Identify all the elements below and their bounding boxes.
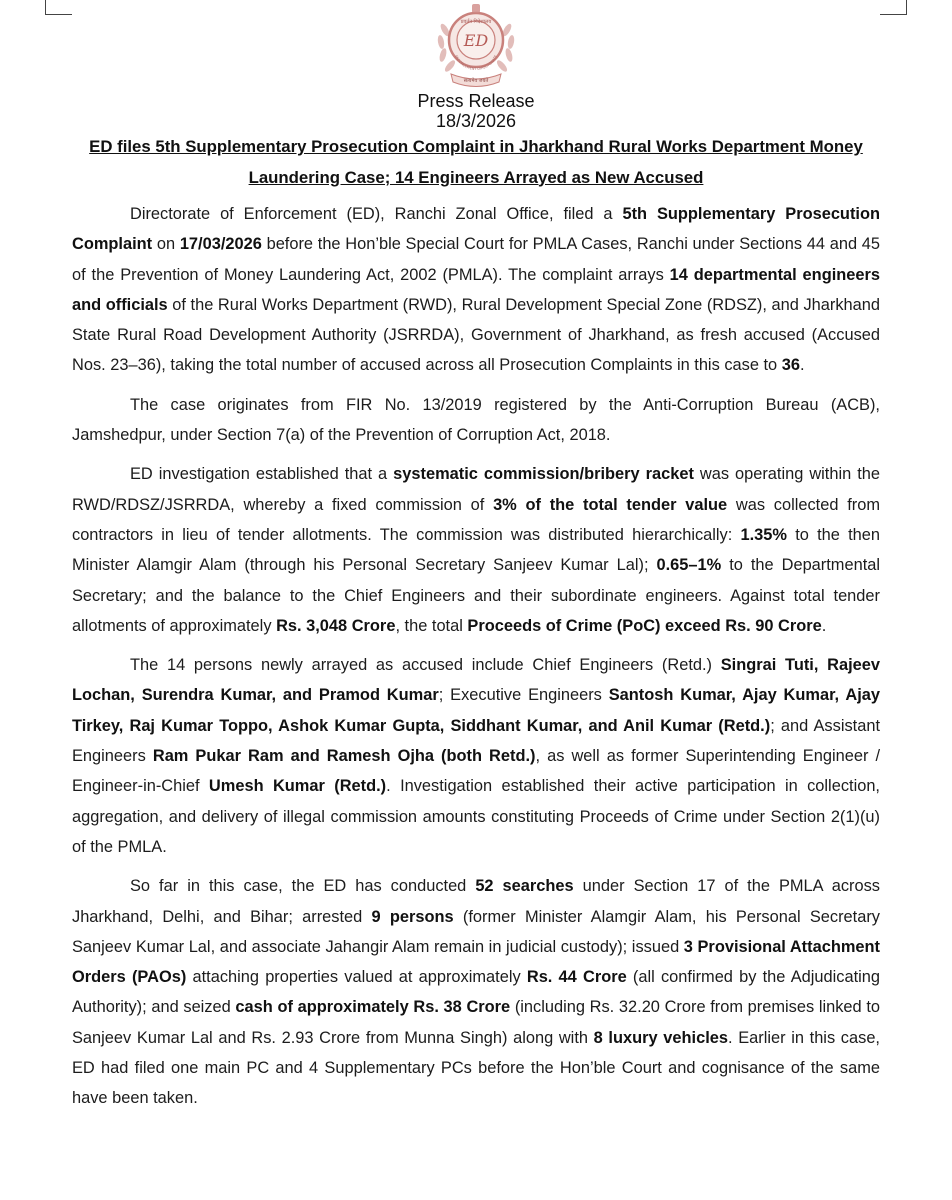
paragraph-new-accused <box>72 650 880 862</box>
text-run: . Earlier in this case, ED had filed one main PC and 4 Supplementary PCs before the Hon’ble Court and cognisance of the same have been taken. <box>72 1028 880 1108</box>
text-run: . <box>799 356 805 375</box>
text-run: (all confirmed by the Adjudicating Authority); and seized <box>72 968 880 1017</box>
bold-text: Singrai Tuti, Rajeev Lochan, Surendra Kumar, and Pramod Kumar <box>72 656 880 705</box>
bold-text: 36 <box>781 356 800 375</box>
bold-text: Santosh Kumar, Ajay Kumar, Ajay Tirkey, Raj Kumar Toppo, Ashok Kumar Gupta, Siddhant Kumar, and Anil Kumar (Retd.) <box>72 686 880 735</box>
press-release-body <box>72 199 880 1123</box>
bold-text: 8 luxury vehicles <box>593 1028 728 1047</box>
text-run: was collected from contractors in lieu of tender allotments. The commission was distributed hierarchically: <box>72 495 880 544</box>
paragraph-fir-origin <box>72 390 880 451</box>
bold-text: Rs. 3,048 Crore <box>276 616 396 635</box>
text-run: , the total <box>395 616 468 635</box>
bold-text: 1.35% <box>740 525 787 544</box>
bold-text: cash of approximately Rs. 38 Crore <box>235 998 511 1017</box>
press-release-heading <box>0 91 952 131</box>
svg-text:प्रवर्तन निदेशालय: प्रवर्तन निदेशालय <box>460 19 492 25</box>
bold-text: 3 Provisional Attachment Orders (PAOs) <box>72 937 880 987</box>
text-run: . <box>821 616 827 635</box>
paragraph-actions-so-far <box>72 871 880 1113</box>
bold-text: 3% of the total tender value <box>493 495 728 514</box>
bold-text: 9 persons <box>371 907 454 926</box>
bold-text: Umesh Kumar (Retd.) <box>208 777 387 796</box>
text-run: of the Rural Works Department (RWD), Rural Development Special Zone (RDSZ), and Jharkhand State Rural Road Development Authority (JSRRDA), Government of Jharkhand, as fresh accused (Accused Nos. 23–36), taking the total number of accused across all Prosecution Complaints in this case to <box>72 295 880 375</box>
page-corner-mark-right <box>880 0 907 15</box>
text-run: ; and Assistant Engineers <box>72 716 880 766</box>
page-corner-mark-left <box>45 0 72 15</box>
ed-emblem-logo <box>425 0 527 90</box>
text-run: ; Executive Engineers <box>438 686 609 705</box>
bold-text: 52 searches <box>475 877 574 896</box>
bold-text: 17/03/2026 <box>179 235 262 254</box>
bold-text: Rs. 44 Crore <box>526 968 627 987</box>
text-run: (including Rs. 32.20 Crore from premises linked to Sanjeev Kumar Lal and Rs. 2.93 Crore from Munna Singh) along with <box>72 998 880 1047</box>
bold-text: 14 departmental engineers and officials <box>72 265 880 314</box>
text-run: was operating within the RWD/RDSZ/JSRRDA, whereby a fixed commission of <box>72 465 880 514</box>
bold-text: Ram Pukar Ram and Ramesh Ojha (both Retd.) <box>152 747 536 766</box>
press-release-label: Press Release <box>417 91 535 111</box>
paragraph-complaint-filed <box>72 199 880 381</box>
text-run: (former Minister Alamgir Alam, his Personal Secretary Sanjeev Kumar Lal, and associate Jahangir Alam remain in judicial custody); issued <box>72 907 880 956</box>
text-run: on <box>152 235 180 254</box>
text-run: under Section 17 of the PMLA across Jharkhand, Delhi, and Bihar; arrested <box>72 877 880 926</box>
bold-text: systematic commission/bribery racket <box>393 465 694 484</box>
text-run: . Investigation established their active participation in collection, aggregation, and delivery of illegal commission amounts constituting Proceeds of Crime under Section 2(1)(u) of the PMLA. <box>72 777 880 856</box>
text-run: attaching properties valued at approximately <box>186 968 527 987</box>
svg-text:ED: ED <box>463 31 489 50</box>
text-run: The case originates from FIR No. 13/2019 registered by the Anti-Corruption Bureau (ACB), Jamshedpur, under Section 7(a) of the Prevention of Corruption Act, 2018. <box>72 395 880 445</box>
bold-text: 0.65–1% <box>656 556 722 575</box>
svg-text:ENFORCEMENT DIRECTORATE: ENFORCEMENT DIRECTORATE <box>453 54 499 72</box>
paragraph-investigation <box>72 459 880 641</box>
press-release-date: 18/3/2026 <box>435 111 517 131</box>
bold-text: Proceeds of Crime (PoC) exceed Rs. 90 Crore <box>467 616 822 635</box>
text-run: to the Departmental Secretary; and the balance to the Chief Engineers and their subordinate engineers. Against total tender allotments of approximately <box>72 556 881 635</box>
text-run: , as well as former Superintending Engineer / Engineer-in-Chief <box>72 747 880 796</box>
text-run: ED investigation established that a <box>130 465 394 484</box>
text-run: to the then Minister Alamgir Alam (through his Personal Secretary Sanjeev Kumar Lal); <box>72 525 880 575</box>
text-run: before the Hon’ble Special Court for PMLA Cases, Ranchi under Sections 44 and 45 of the Prevention of Money Laundering Act, 2002 (PMLA). The complaint arrays <box>72 235 881 284</box>
text-run: The 14 persons newly arrayed as accused include Chief Engineers (Retd.) <box>130 656 721 675</box>
svg-text:सत्यमेव जयते: सत्यमेव जयते <box>463 78 489 84</box>
text-run: So far in this case, the ED has conducted <box>130 877 476 896</box>
bold-text: 5th Supplementary Prosecution Complaint <box>72 205 880 254</box>
press-release-title: ED files 5th Supplementary Prosecution Complaint in Jharkhand Rural Works Department Money Laundering Case; 14 Engineers Arrayed as New Accused <box>89 137 863 187</box>
text-run: Directorate of Enforcement (ED), Ranchi Zonal Office, filed a <box>130 205 623 223</box>
